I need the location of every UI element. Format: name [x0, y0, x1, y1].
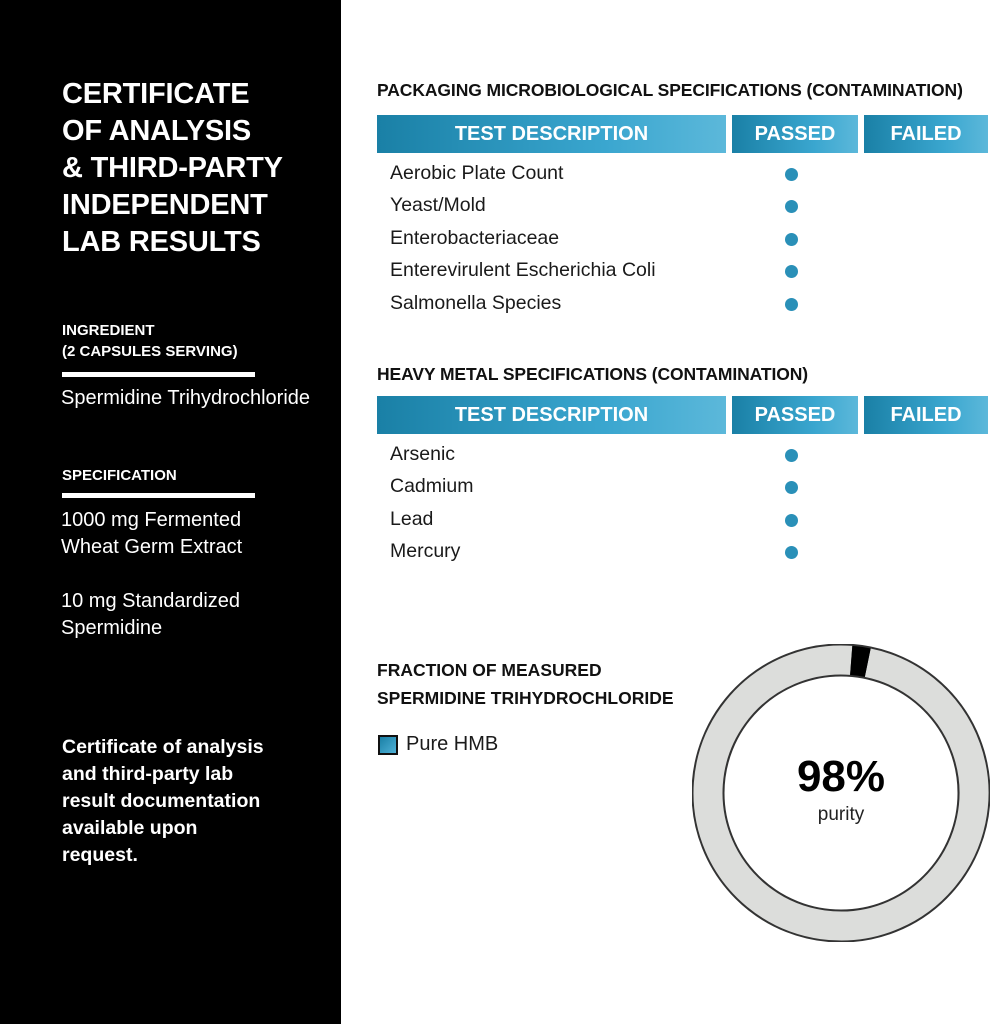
test-name: Enterobacteriaceae — [390, 226, 560, 249]
purity-donut-chart — [692, 644, 990, 942]
legend-swatch — [378, 735, 398, 755]
passed-dot-icon — [785, 233, 798, 246]
test-name: Mercury — [390, 540, 461, 563]
certificate-title — [62, 76, 332, 261]
table-row — [377, 505, 988, 537]
ingredient-label-line: (2 CAPSULES SERVING) — [62, 343, 238, 360]
test-name: Cadmium — [390, 475, 474, 498]
spec-line: Spermidine — [61, 617, 163, 639]
header-test-description: TEST DESCRIPTION — [377, 396, 726, 434]
table-row — [377, 191, 988, 223]
passed-dot-icon — [785, 514, 798, 527]
legend-label: Pure HMB — [406, 733, 499, 755]
specification-divider — [62, 493, 255, 498]
test-name: Enterevirulent Escherichia Coli — [390, 259, 656, 282]
metals-table-header — [377, 396, 988, 434]
header-test-description: TEST DESCRIPTION — [377, 115, 726, 153]
purity-label: purity — [817, 804, 865, 825]
header-passed: PASSED — [732, 396, 858, 434]
metals-table-body — [377, 440, 988, 570]
table-row — [377, 159, 988, 191]
test-name: Aerobic Plate Count — [390, 162, 564, 184]
title-line: CERTIFICATE — [62, 78, 250, 110]
documentation-note — [62, 734, 332, 869]
table-row — [377, 472, 988, 504]
microbio-table-body — [377, 159, 988, 321]
note-line: Certificate of analysis — [62, 736, 264, 758]
header-passed: PASSED — [732, 115, 858, 153]
table-row — [377, 256, 988, 288]
ingredient-value: Spermidine Trihydrochloride — [61, 387, 311, 409]
passed-dot-icon — [785, 449, 798, 462]
passed-dot-icon — [785, 200, 798, 213]
test-name: Lead — [390, 507, 434, 530]
passed-dot-icon — [785, 481, 798, 494]
spec-line — [61, 561, 242, 588]
table-row — [377, 537, 988, 569]
table-row — [377, 289, 988, 321]
donut-center — [692, 644, 990, 942]
microbio-section-title: PACKAGING MICROBIOLOGICAL SPECIFICATIONS (CONTAMINATION) — [377, 80, 963, 100]
passed-dot-icon — [785, 168, 798, 181]
passed-dot-icon — [785, 546, 798, 559]
title-line: OF ANALYSIS — [62, 115, 252, 147]
chart-legend — [378, 733, 498, 756]
fraction-title-line: FRACTION OF MEASURED — [377, 660, 602, 680]
spec-line: Wheat Germ Extract — [61, 536, 243, 558]
spec-line: 10 mg Standardized — [61, 590, 241, 612]
table-row — [377, 440, 988, 472]
ingredient-label-line: INGREDIENT — [62, 322, 155, 339]
ingredient-label — [62, 320, 238, 362]
fraction-title-line: SPERMIDINE TRIHYDROCHLORIDE — [377, 688, 674, 708]
specification-label: SPECIFICATION — [62, 467, 177, 484]
note-line: and third-party lab — [62, 763, 234, 785]
table-row — [377, 224, 988, 256]
passed-dot-icon — [785, 265, 798, 278]
note-line: request. — [62, 844, 138, 866]
fraction-title — [377, 656, 674, 712]
microbio-table-header — [377, 115, 988, 153]
passed-dot-icon — [785, 298, 798, 311]
test-name: Yeast/Mold — [390, 194, 486, 217]
note-line: available upon — [62, 817, 198, 839]
purity-percent: 98% — [796, 752, 886, 801]
title-line: LAB RESULTS — [62, 226, 261, 258]
test-name: Salmonella Species — [390, 291, 562, 314]
sidebar — [0, 0, 341, 1024]
test-name: Arsenic — [390, 443, 456, 465]
header-failed: FAILED — [864, 115, 988, 153]
metals-section-title: HEAVY METAL SPECIFICATIONS (CONTAMINATION) — [377, 364, 809, 384]
title-line: INDEPENDENT — [62, 189, 268, 221]
header-failed: FAILED — [864, 396, 988, 434]
note-line: result documentation — [62, 790, 261, 812]
specification-value — [61, 507, 242, 642]
spec-line: 1000 mg Fermented — [61, 509, 242, 531]
ingredient-divider — [62, 372, 255, 377]
title-line: & THIRD-PARTY — [62, 152, 283, 184]
